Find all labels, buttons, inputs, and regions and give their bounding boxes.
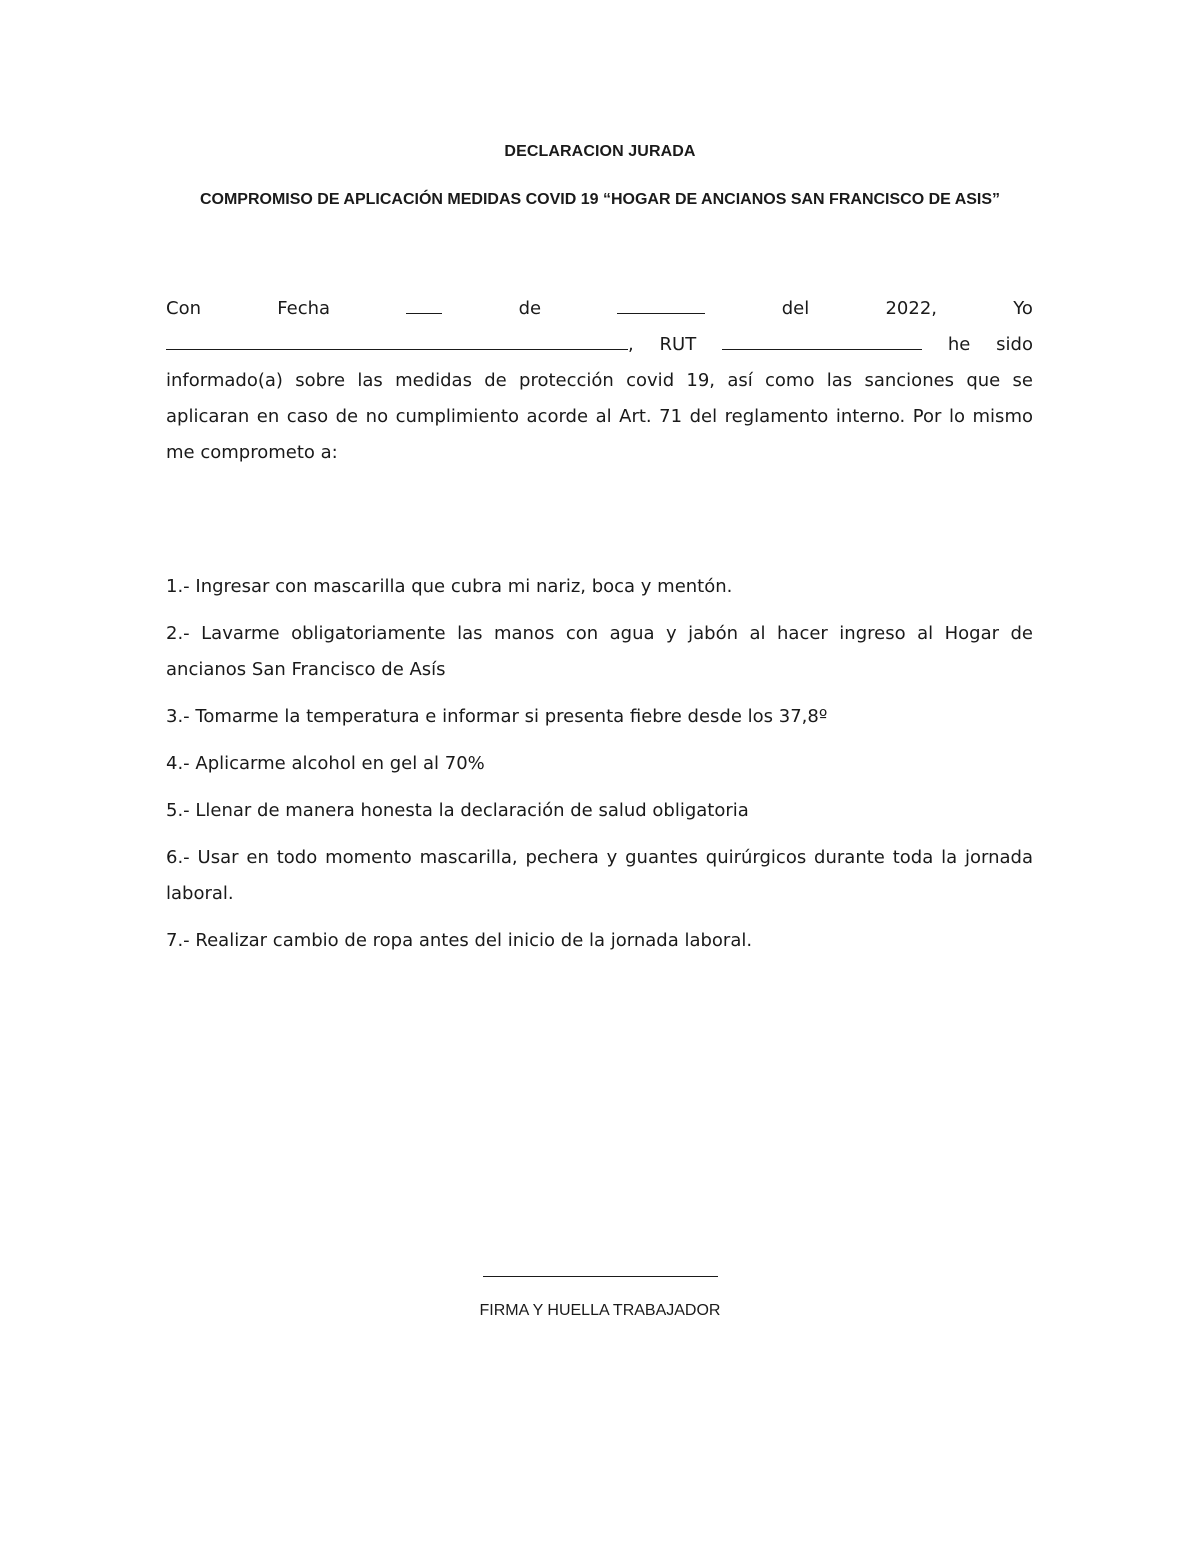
intro-rest: informado(a) sobre las medidas de protección covid 19, así como las sanciones que se aplicaran en caso de no cumplimiento acorde al Art. 71 del reglamento interno. Por lo mismo me comprometo a: bbox=[166, 370, 1033, 463]
intro-paragraph bbox=[166, 291, 1033, 471]
list-item: 5.- Llenar de manera honesta la declaración de salud obligatoria bbox=[166, 800, 749, 821]
list-item: 6.- Usar en todo momento mascarilla, pechera y guantes quirúrgicos durante toda la jornada laboral. bbox=[166, 847, 1033, 904]
day-blank bbox=[406, 295, 442, 314]
list-item: 3.- Tomarme la temperatura e informar si presenta fiebre desde los 37,8º bbox=[166, 706, 828, 727]
signature-line bbox=[483, 1276, 718, 1277]
rut-blank bbox=[722, 331, 922, 350]
intro-word: Con bbox=[166, 298, 201, 319]
intro-comma: , bbox=[628, 334, 634, 355]
name-blank bbox=[166, 331, 628, 350]
list-item: 4.- Aplicarme alcohol en gel al 70% bbox=[166, 753, 485, 774]
signature-label: FIRMA Y HUELLA TRABAJADOR bbox=[479, 1302, 721, 1319]
document-subtitle: COMPROMISO DE APLICACIÓN MEDIDAS COVID 19 “HOGAR DE ANCIANOS SAN FRANCISCO DE ASIS” bbox=[199, 191, 1001, 208]
intro-word: Yo bbox=[1013, 298, 1033, 319]
intro-word: sido bbox=[996, 334, 1033, 355]
list-item: 2.- Lavarme obligatoriamente las manos con agua y jabón al hacer ingreso al Hogar de ancianos San Francisco de Asís bbox=[166, 623, 1033, 680]
commitment-list bbox=[166, 569, 1033, 970]
intro-word: 2022, bbox=[885, 298, 938, 319]
intro-word: RUT bbox=[659, 334, 697, 355]
name-blank-group bbox=[166, 327, 634, 363]
list-item: 1.- Ingresar con mascarilla que cubra mi nariz, boca y mentón. bbox=[166, 576, 733, 597]
month-blank bbox=[617, 295, 705, 314]
intro-word: he bbox=[947, 334, 971, 355]
intro-line-2 bbox=[166, 327, 1033, 363]
document-title: DECLARACION JURADA bbox=[504, 143, 696, 160]
intro-word: Fecha bbox=[277, 298, 331, 319]
intro-word: del bbox=[781, 298, 810, 319]
intro-word: de bbox=[518, 298, 542, 319]
list-item: 7.- Realizar cambio de ropa antes del inicio de la jornada laboral. bbox=[166, 930, 753, 951]
intro-line-1 bbox=[166, 291, 1033, 327]
